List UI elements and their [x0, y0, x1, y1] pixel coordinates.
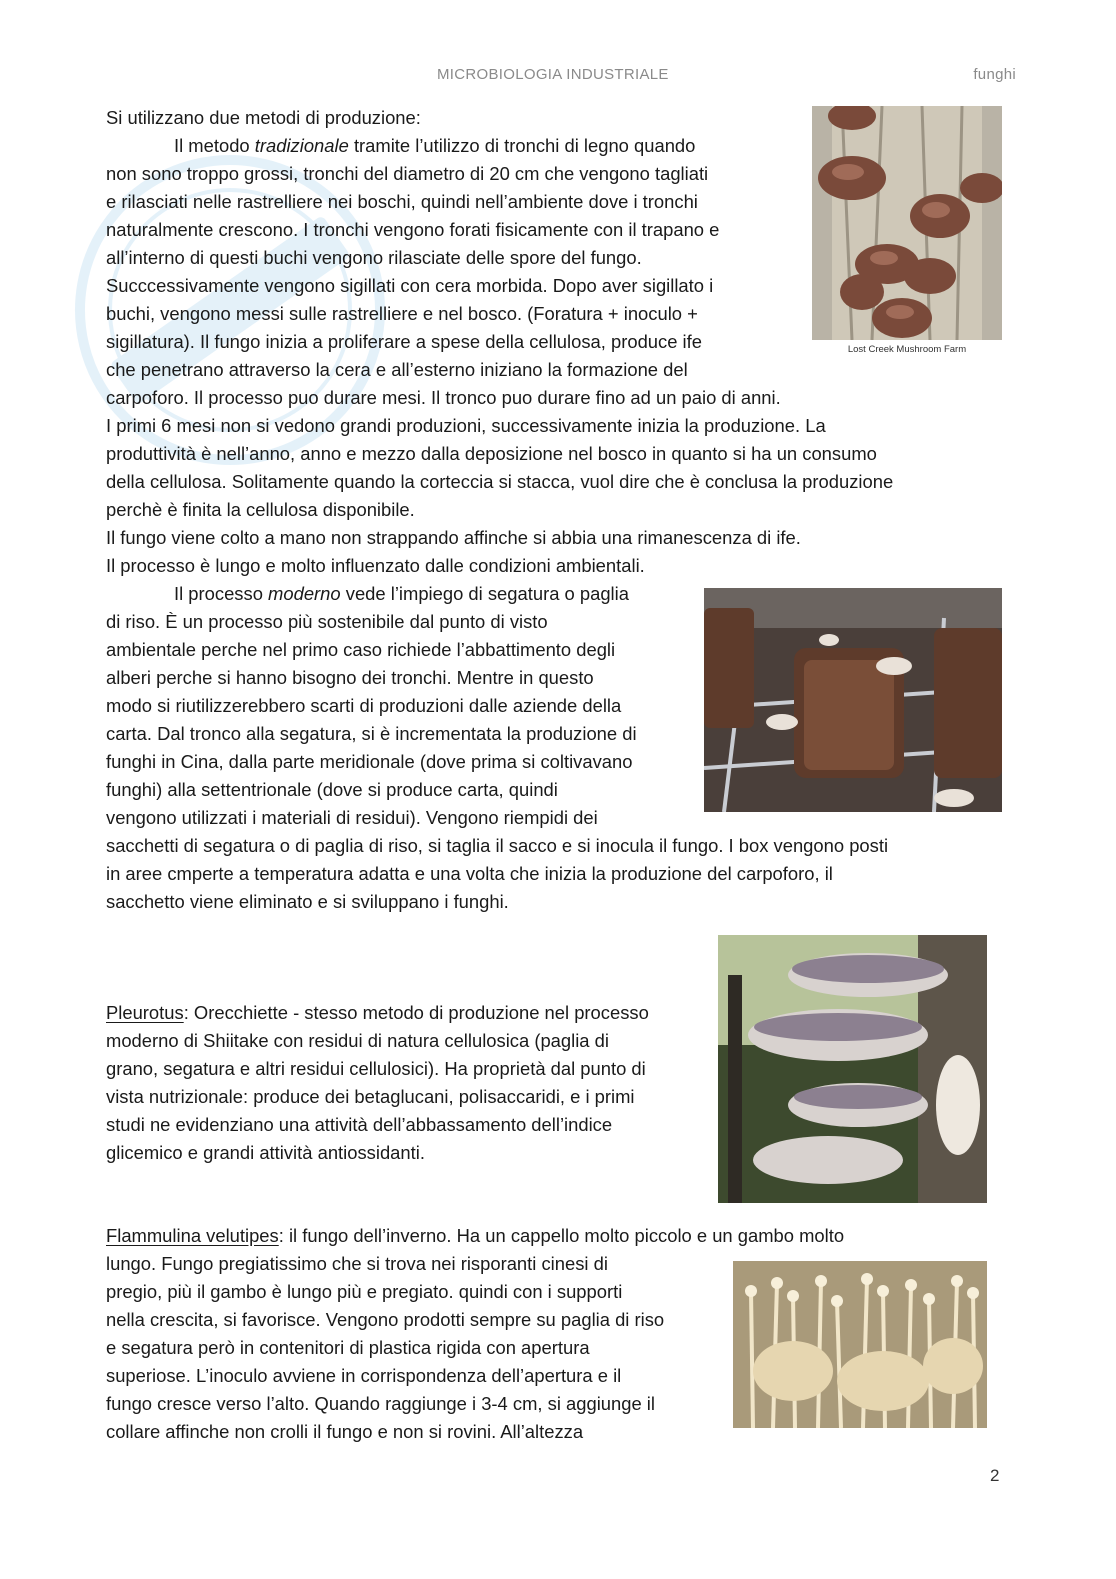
body-line: vista nutrizionale: produce dei betaglucani, polisaccaridi, e i primi — [106, 1086, 635, 1107]
body-line: Il processo moderno vede l’impiego di segatura o paglia — [174, 583, 629, 604]
body-line: e rilasciati nelle rastrelliere nei boschi, quindi nell’ambiente dove i tronchi — [106, 191, 698, 212]
body-line: Pleurotus: Orecchiette - stesso metodo di produzione nel processo — [106, 1002, 649, 1023]
term-flammulina: Flammulina velutipes — [106, 1225, 279, 1246]
body-line: naturalmente crescono. I tronchi vengono forati fisicamente con il trapano e — [106, 219, 720, 240]
body-line: grano, segatura e altri residui cellulosici). Ha proprietà dal punto di — [106, 1058, 646, 1079]
body-line: sacchetto viene eliminato e si sviluppano i funghi. — [106, 891, 509, 912]
body-line: della cellulosa. Solitamente quando la corteccia si stacca, vuol dire che è conclusa la produzione — [106, 471, 894, 492]
body-line: carta. Dal tronco alla segatura, si è incrementata la produzione di — [106, 723, 637, 744]
body-line: perchè è finita la cellulosa disponibile. — [106, 499, 415, 520]
body-line: Il processo è lungo e molto influenzato dalle condizioni ambientali. — [106, 555, 645, 576]
body-line: produttività è nell’anno, anno e mezzo dalla deposizione nel bosco in quanto si ha un consumo — [106, 443, 877, 464]
body-line: all’interno di questi buchi vengono rilasciate delle spore del fungo. — [106, 247, 642, 268]
body-line: nella crescita, si favorisce. Vengono prodotti sempre su paglia di riso — [106, 1309, 665, 1330]
body-line: alberi perche si hanno bisogno dei tronchi. Mentre in questo — [106, 667, 594, 688]
body-line: di riso. È un processo più sostenibile dal punto di visto — [106, 611, 548, 632]
body-line: in aree cmperte a temperatura adatta e una volta che inizia la produzione del carpoforo, il — [106, 863, 833, 884]
photo-caption: Lost Creek Mushroom Farm — [847, 344, 967, 355]
body-line: collare affinche non crolli il fungo e non si rovini. All’altezza — [106, 1421, 584, 1442]
sawdust-block-photo — [704, 588, 1002, 812]
body-line: glicemico e grandi attività antiossidanti. — [106, 1142, 425, 1163]
body-line: vengono utilizzati i materiali di residui). Vengono riempidi dei — [106, 807, 598, 828]
page-number: 2 — [990, 1466, 1000, 1485]
body-line: moderno di Shiitake con residui di natura cellulosica (paglia di — [106, 1030, 609, 1051]
body-line: e segatura però in contenitori di plastica rigida con apertura — [106, 1337, 590, 1358]
body-line: lungo. Fungo pregiatissimo che si trova nei risporanti cinesi di — [106, 1253, 608, 1274]
body-line: Il metodo tradizionale tramite l’utilizzo di tronchi di legno quando — [174, 135, 696, 156]
body-line: non sono troppo grossi, tronchi del diametro di 20 cm che vengono tagliati — [106, 163, 709, 184]
body-line: Flammulina velutipes: il fungo dell’inverno. Ha un cappello molto piccolo e un gambo molto — [106, 1225, 845, 1246]
term-pleurotus: Pleurotus — [106, 1002, 184, 1023]
header-section: funghi — [973, 66, 1016, 83]
page-header — [0, 66, 1116, 88]
body-line: buchi, vengono messi sulle rastrelliere e nel bosco. (Foratura + inoculo + — [106, 303, 698, 324]
flammulina-photo — [733, 1261, 987, 1428]
shiitake-log-photo — [812, 106, 1002, 340]
body-line: sacchetti di segatura o di paglia di riso, si taglia il sacco e si inocula il fungo. I box vengono posti — [106, 835, 889, 856]
body-line: che penetrano attraverso la cera e all’esterno iniziano la formazione del — [106, 359, 688, 380]
body-line: studi ne evidenziano una attività dell’abbassamento dell’indice — [106, 1114, 613, 1135]
pleurotus-photo — [718, 935, 987, 1203]
body-line: funghi) alla settentrionale (dove si produce carta, quindi — [106, 779, 558, 800]
body-line: I primi 6 mesi non si vedono grandi produzioni, successivamente inizia la produzione. La — [106, 415, 826, 436]
body-line: modo si riutilizzerebbero scarti di produzioni dalle aziende della — [106, 695, 622, 716]
header-title: MICROBIOLOGIA INDUSTRIALE — [437, 66, 669, 83]
body-line: pregio, più il gambo è lungo più e pregiato. quindi con i supporti — [106, 1281, 623, 1302]
body-line: funghi in Cina, dalla parte meridionale (dove prima si coltivavano — [106, 751, 633, 772]
body-line: Succcessivamente vengono sigillati con cera morbida. Dopo aver sigillato i — [106, 275, 714, 296]
body-line: Il fungo viene colto a mano non strappando affinche si abbia una rimanescenza di ife. — [106, 527, 801, 548]
body-line: Si utilizzano due metodi di produzione: — [106, 107, 421, 128]
body-line: ambientale perche nel primo caso richiede l’abbattimento degli — [106, 639, 616, 660]
body-line: carpoforo. Il processo puo durare mesi. Il tronco puo durare fino ad un paio di anni. — [106, 387, 781, 408]
body-line: superiose. L’inoculo avviene in corrispondenza dell’apertura e il — [106, 1365, 622, 1386]
body-line: fungo cresce verso l’alto. Quando raggiunge i 3-4 cm, si aggiunge il — [106, 1393, 655, 1414]
body-line: sigillatura). Il fungo inizia a proliferare a spese della cellulosa, produce ife — [106, 331, 702, 352]
